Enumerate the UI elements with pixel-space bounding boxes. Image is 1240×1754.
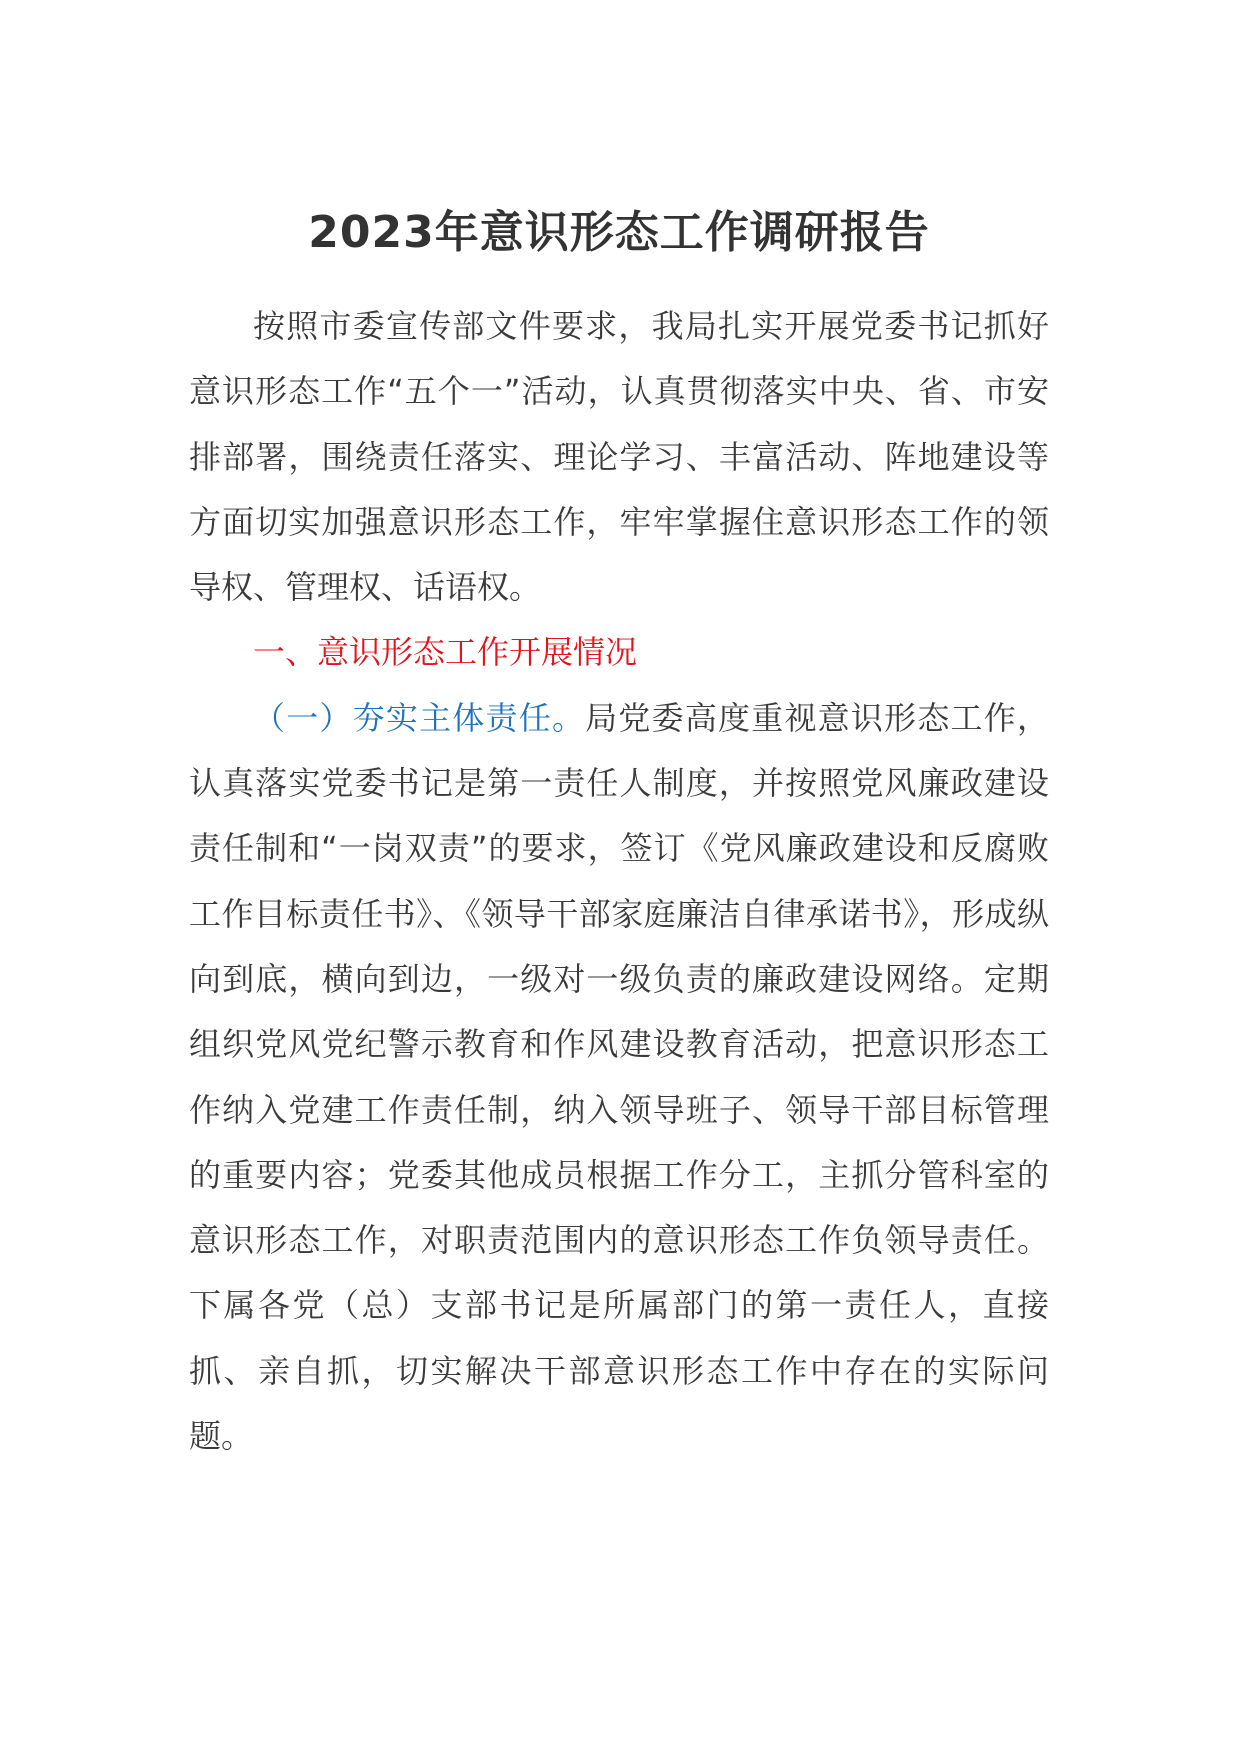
subsection-heading: （一）夯实主体责任。: [253, 698, 586, 737]
document-title: 2023年意识形态工作调研报告: [308, 207, 930, 258]
subsection-body: 局党委高度重视意识形态工作，认真落实党委书记是第一责任人制度，并按照党风廉政建设责任制和“一岗双责”的要求，签订《党风廉政建设和反腐败工作目标责任书》、《领导干部家庭廉洁自律承诺书》，形成纵向到底，横向到边，一级对一级负责的廉政建设网络。定期组织党风党纪警示教育和作风建设教育活动，把意识形态工作纳入党建工作责任制，纳入领导班子、领导干部目标管理的重要内容；党委其他成员根据工作分工，主抓分管科室的意识形态工作，对职责范围内的意识形态工作负领导责任。下属各党（总）支部书记是所属部门的第一责任人，直接抓、亲自抓，切实解决干部意识形态工作中存在的实际问题。: [189, 698, 1049, 1456]
subsection-paragraph: [189, 686, 1049, 1470]
intro-paragraph: 按照市委宣传部文件要求，我局扎实开展党委书记抓好意识形态工作“五个一”活动，认真贯彻落实中央、省、市安排部署，围绕责任落实、理论学习、丰富活动、阵地建设等方面切实加强意识形态工作，牢牢掌握住意识形态工作的领导权、管理权、话语权。: [189, 307, 1049, 607]
document-body: [189, 294, 1049, 1469]
section-heading: 一、意识形态工作开展情况: [253, 633, 638, 672]
